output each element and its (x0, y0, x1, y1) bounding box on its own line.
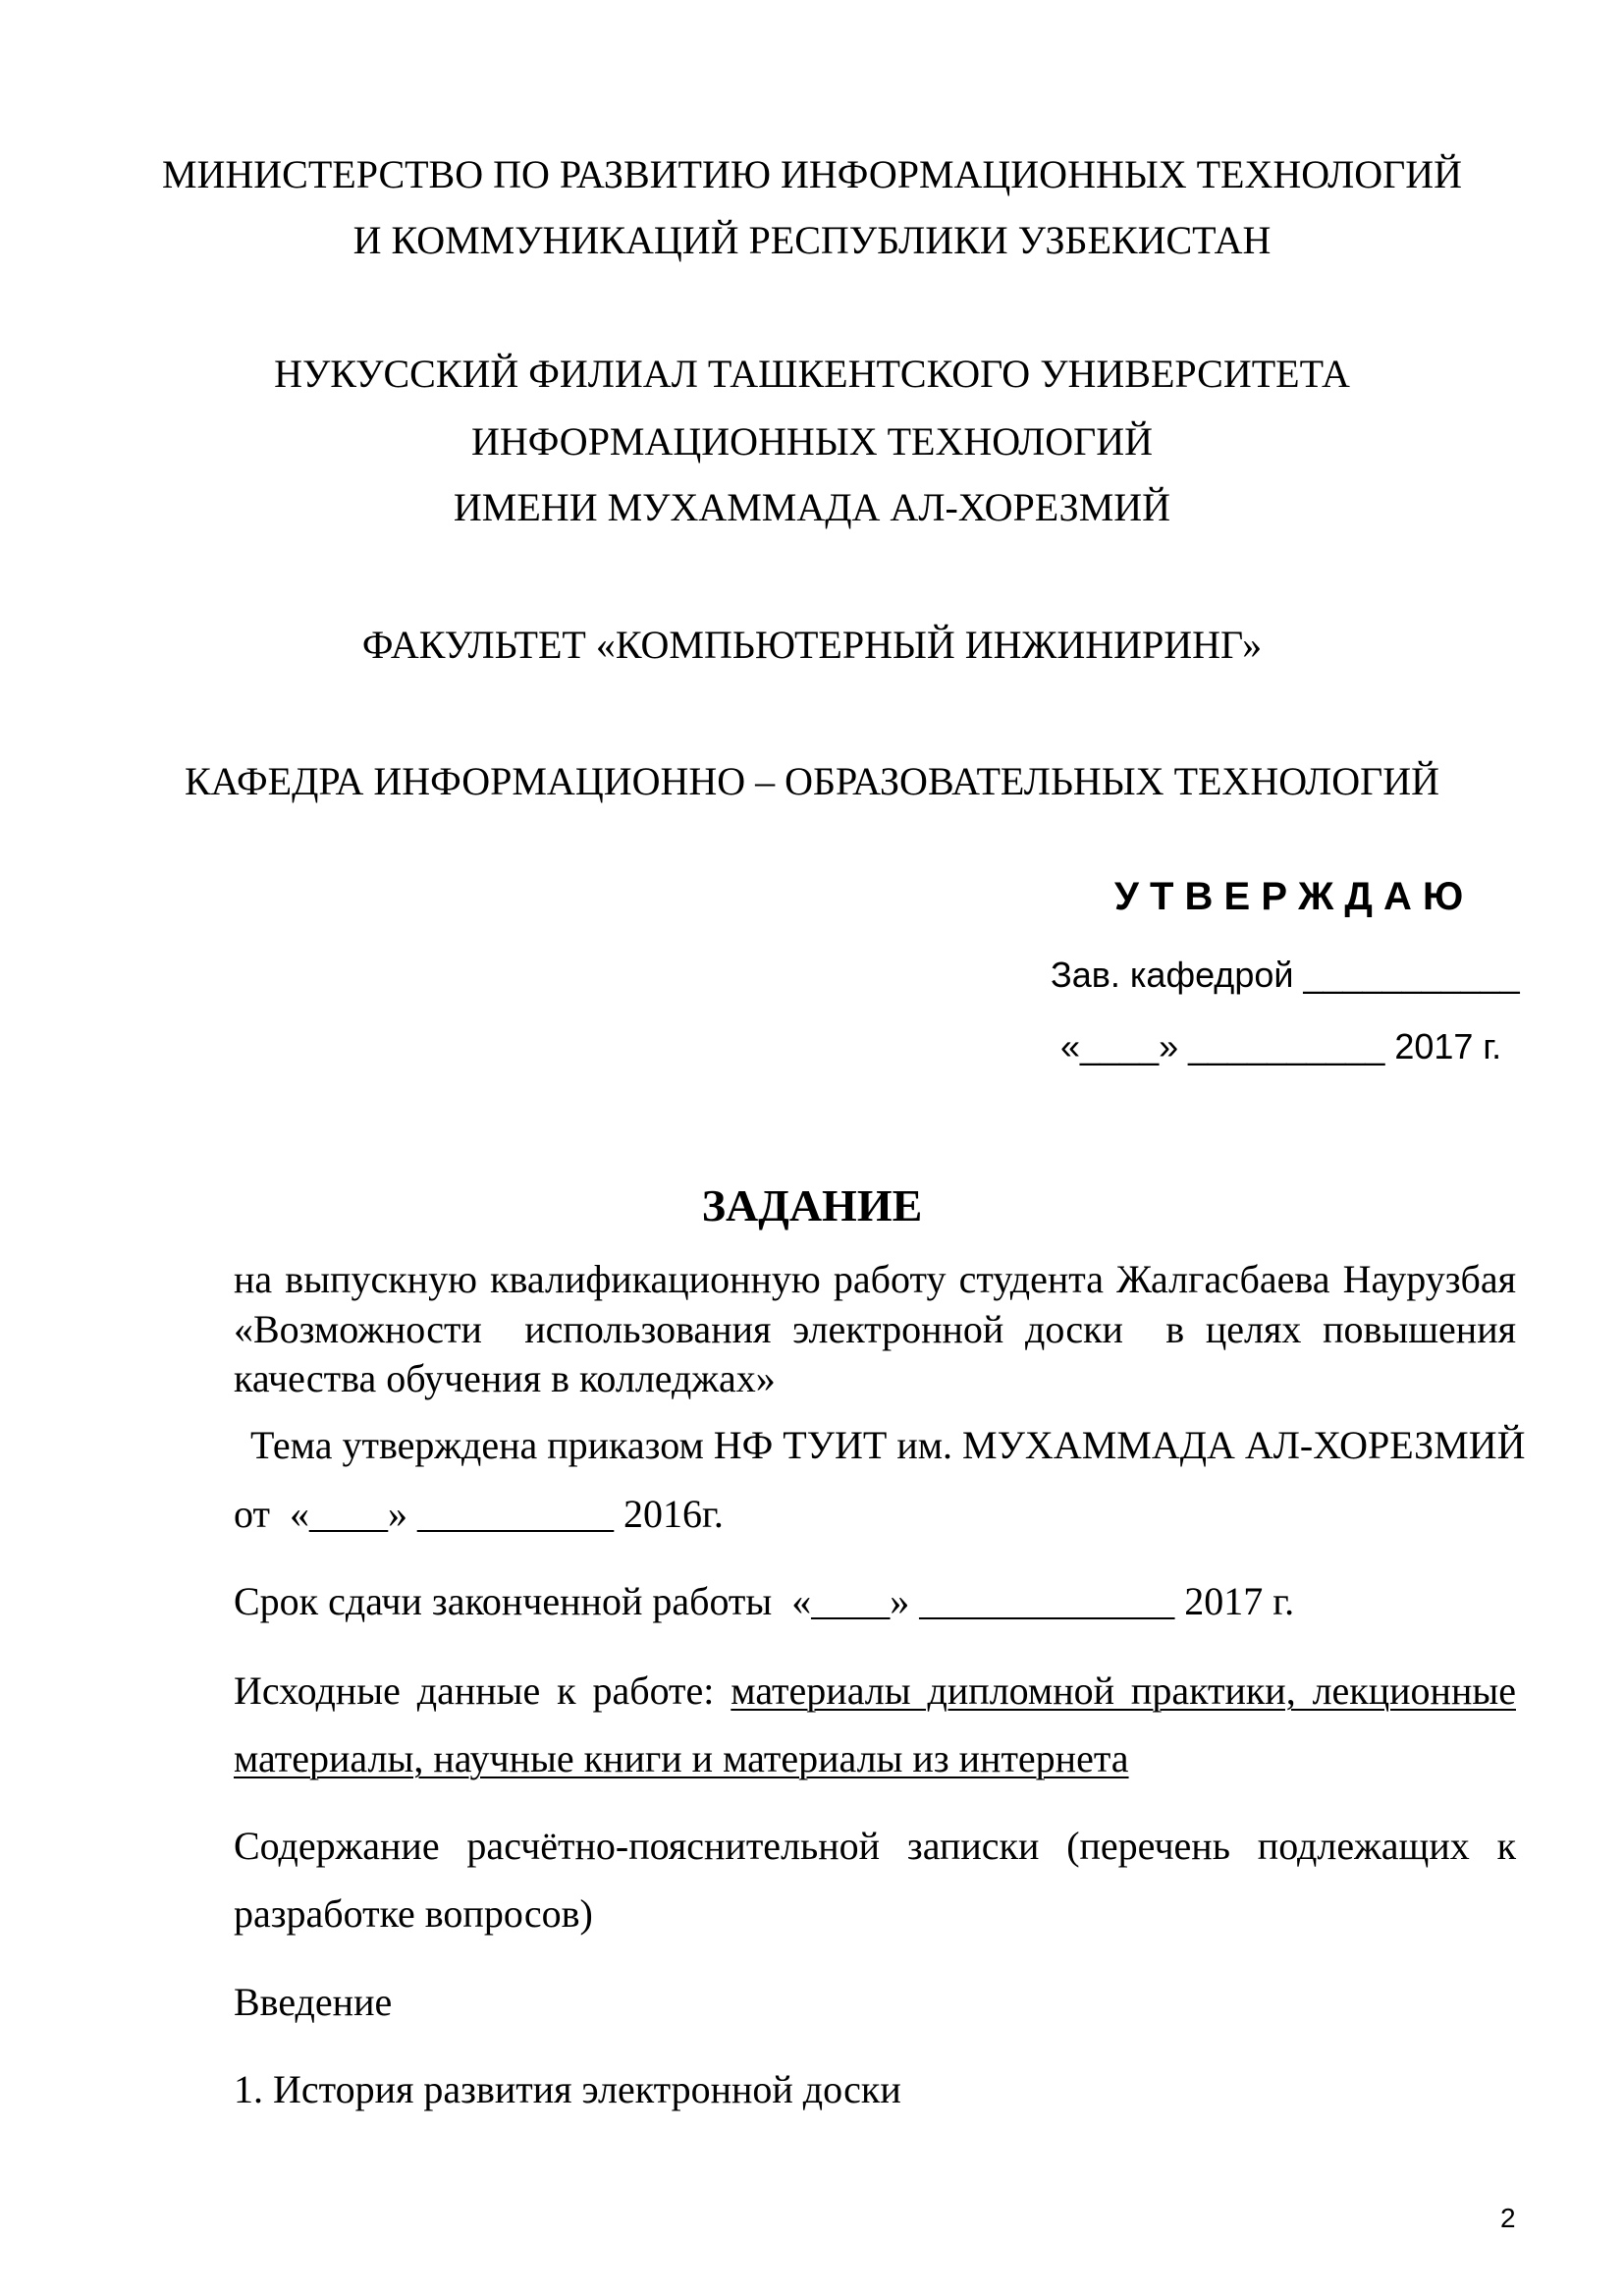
branch-line-1: НУКУССКИЙ ФИЛИАЛ ТАШКЕНТСКОГО УНИВЕРСИТЕТА (274, 352, 1350, 396)
ministry-line-2: И КОММУНИКАЦИЙ РЕСПУБЛИКИ УЗБЕКИСТАН (352, 218, 1272, 262)
ministry-line-1: МИНИСТЕРСТВО ПО РАЗВИТИЮ ИНФОРМАЦИОННЫХ ТЕХНОЛОГИЙ (161, 152, 1463, 196)
department-line: КАФЕДРА ИНФОРМАЦИОННО – ОБРАЗОВАТЕЛЬНЫХ ТЕХНОЛОГИЙ (184, 759, 1440, 803)
item-1: 1. История развития электронной доски (234, 2067, 901, 2111)
branch-line-3: ИМЕНИ МУХАММАДА АЛ-ХОРЕЗМИЙ (453, 485, 1171, 529)
branch-line-2: ИНФОРМАЦИОННЫХ ТЕХНОЛОГИЙ (470, 419, 1154, 464)
assignment-intro-line-3: качества обучения в колледжах» (234, 1356, 776, 1400)
approval-date: «____» __________ 2017 г. (1060, 1026, 1502, 1066)
page-number: 2 (1500, 2203, 1516, 2233)
source-data-value-2: материалы, научные книги и материалы из интернета (234, 1736, 1129, 1780)
source-data-label: Исходные данные к работе: (234, 1668, 731, 1713)
deadline-line: Срок сдачи законченной работы «____» _____________ 2017 г. (234, 1579, 1295, 1623)
approval-head-of-department: Зав. кафедрой ___________ (1051, 955, 1520, 995)
topic-line-2: от «____» __________ 2016г. (234, 1492, 724, 1536)
assignment-title: ЗАДАНИЕ (701, 1180, 923, 1230)
approval-title: У Т В Е Р Ж Д А Ю (1114, 875, 1464, 918)
source-data-line-2 (234, 1736, 1129, 1780)
contents-line-1: Содержание расчётно-пояснительной записки (перечень подлежащих к (234, 1824, 1516, 1868)
faculty-line: ФАКУЛЬТЕТ «КОМПЬЮТЕРНЫЙ ИНЖИНИРИНГ» (361, 623, 1263, 667)
item-introduction: Введение (234, 1980, 393, 2024)
topic-line-1: Тема утверждена приказом НФ ТУИТ им. МУХАММАДА АЛ-ХОРЕЗМИЙ (250, 1423, 1526, 1467)
assignment-intro-line-1: на выпускную квалификационную работу студента Жалгасбаева Наурузбая (234, 1257, 1516, 1301)
contents-line-2: разработке вопросов) (234, 1891, 593, 1936)
source-data-line-1 (234, 1668, 1516, 1713)
source-data-value-1: материалы дипломной практики, лекционные (731, 1668, 1516, 1713)
assignment-intro-line-2: «Возможности использования электронной доски в целях повышения (234, 1307, 1516, 1351)
